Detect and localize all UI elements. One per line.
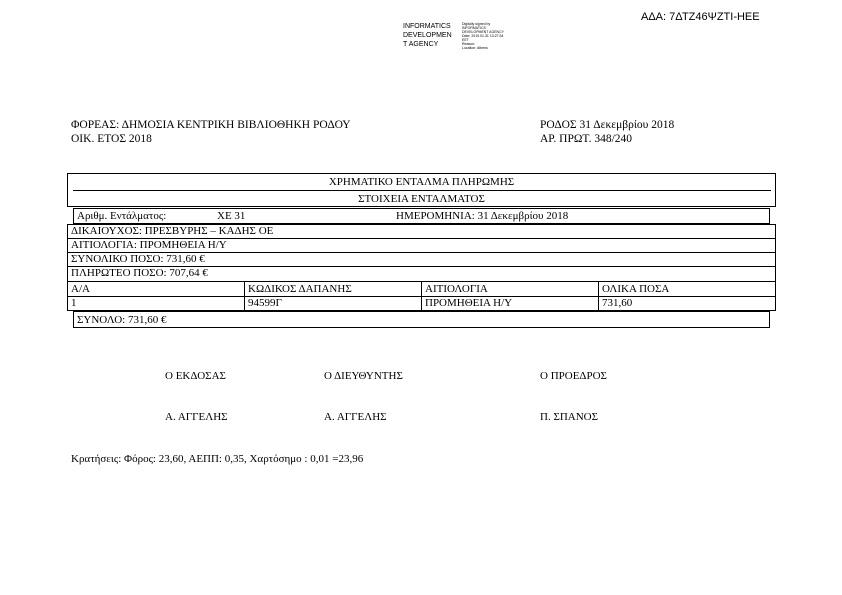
signature-name-director: Α. ΑΓΓΕΛΗΣ [324,411,387,423]
row-total: 731,60 [602,297,633,309]
column-header-total: ΟΛΙΚΑ ΠΟΣΑ [602,283,670,295]
column-header-aa: Α/Α [71,283,90,295]
sum-total: ΣΥΝΟΛΟ: 731,60 € [77,314,167,326]
row-reason: ΠΡΟΜΗΘΕΙΑ Η/Υ [425,297,513,309]
agency-line: INFORMATICS [403,23,451,30]
signature-name-issuer: Α. ΑΓΓΕΛΗΣ [165,411,228,423]
agency-line: DEVELOPMEN [403,32,452,39]
reason: ΑΙΤΙΟΛΟΓΙΑ: ΠΡΟΜΗΘΕΙΑ Η/Υ [71,239,227,251]
column-header-expense-code: ΚΩΔΙΚΟΣ ΔΑΠΑΝΗΣ [248,283,352,295]
signature-detail-line: Date: 2019.01.31 13:27:34 [462,34,504,38]
signature-detail-line: DEVELOPMENT AGENCY [462,30,504,34]
row-aa: 1 [71,297,77,309]
signature-detail-line: INFORMATICS [462,26,486,30]
order-number-value: ΧΕ 31 [217,210,246,222]
signature-title-president: Ο ΠΡΟΕΔΡΟΣ [540,370,607,382]
digital-signature-stamp [403,22,452,49]
signature-details [462,22,504,50]
payable-amount: ΠΛΗΡΩΤΕΟ ΠΟΣΟ: 707,64 € [71,267,208,279]
order-number-label: Αριθμ. Εντάλματος: [77,210,167,222]
sum-row [73,311,770,328]
column-divider [421,281,422,311]
signature-title-issuer: Ο ΕΚΔΟΣΑΣ [165,370,226,382]
ada-code: ΑΔΑ: 7ΔΤΖ46ΨΖΤΙ-ΗΕΕ [641,11,760,23]
row-expense-code: 94599Γ [248,297,282,309]
signature-title-director: Ο ΔΙΕΥΘΥΝΤΗΣ [324,370,403,382]
withholdings: Κρατήσεις: Φόρος: 23,60, ΑΕΠΠ: 0,35, Χαρτόσημο : 0,01 =23,96 [71,453,364,465]
place-date: ΡΟΔΟΣ 31 Δεκεμβρίου 2018 [540,119,675,131]
column-divider [244,281,245,311]
signature-detail-line: Location: Athens [462,46,488,50]
table-subtitle: ΣΤΟΙΧΕΙΑ ΕΝΤΑΛΜΑΤΟΣ [358,193,485,205]
protocol-number: ΑΡ. ΠΡΩΤ. 348/240 [540,133,633,145]
signature-detail-line: EET [462,38,469,42]
signature-detail-line: Reason: [462,42,476,46]
column-header-reason: ΑΙΤΙΟΛΟΓΙΑ [425,283,488,295]
beneficiary: ΔΙΚΑΙΟΥΧΟΣ: ΠΡΕΣΒΥΡΗΣ – ΚΑΔΗΣ ΟΕ [71,225,274,237]
signature-name-president: Π. ΣΠΑΝΟΣ [540,411,599,423]
total-amount: ΣΥΝΟΛΙΚΟ ΠΟΣΟ: 731,60 € [71,253,205,265]
agency-line: T AGENCY [403,41,439,48]
divider [73,190,771,191]
fiscal-year: ΟΙΚ. ΕΤΟΣ 2018 [71,133,152,145]
table-title: ΧΡΗΜΑΤΙΚΟ ΕΝΤΑΛΜΑ ΠΛΗΡΩΜΗΣ [328,176,515,188]
column-divider [598,281,599,311]
signature-detail-line: Digitally signed by [462,22,491,26]
issuing-body: ΦΟΡΕΑΣ: ΔΗΜΟΣΙΑ ΚΕΝΤΡΙΚΗ ΒΙΒΛΙΟΘΗΚΗ ΡΟΔΟΥ [71,119,351,131]
order-date: ΗΜΕΡΟΜΗΝΙΑ: 31 Δεκεμβρίου 2018 [396,210,569,222]
